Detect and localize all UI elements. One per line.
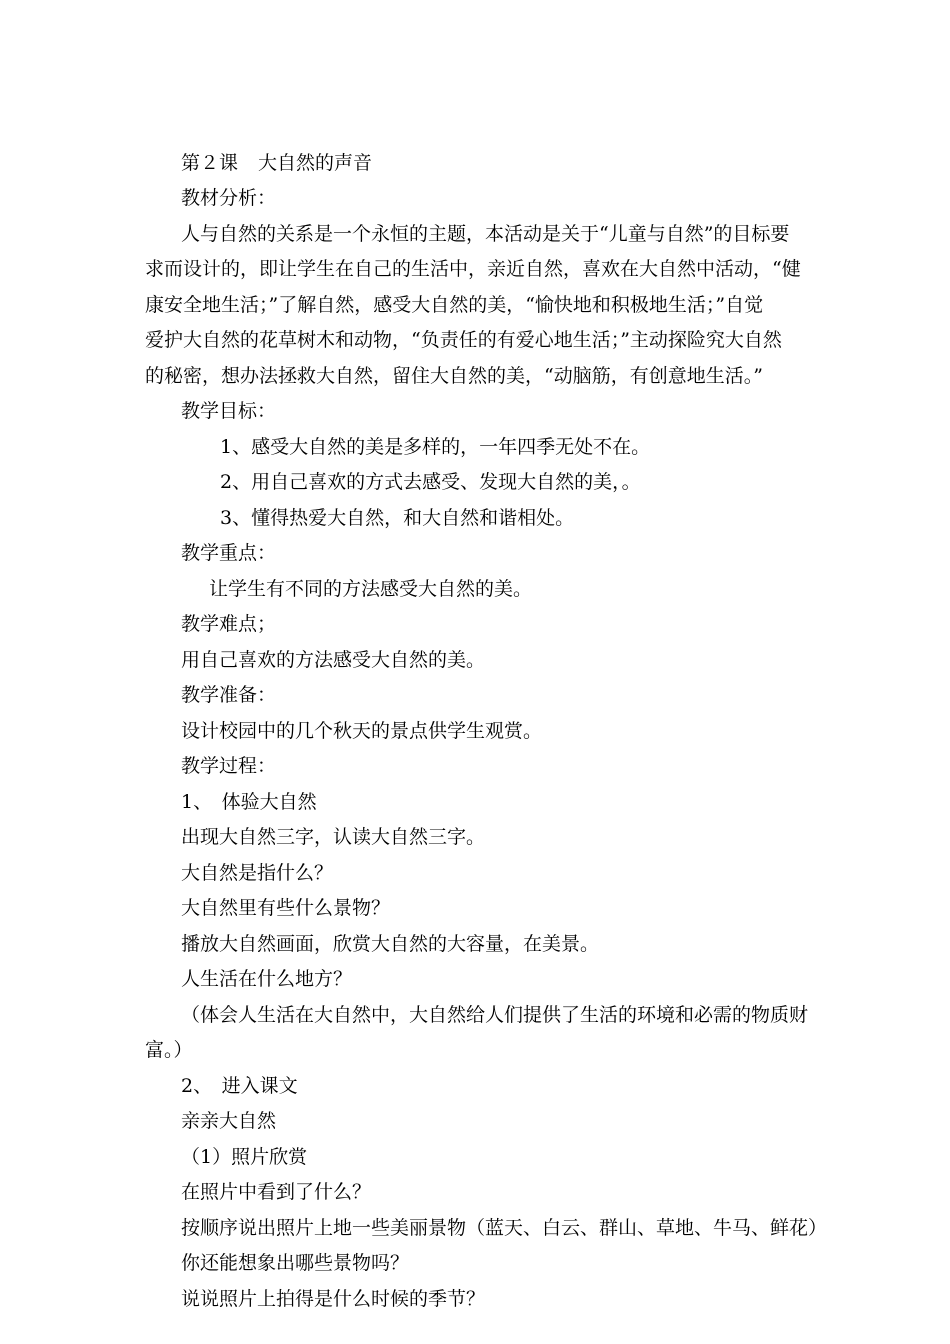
analysis-line: 人与自然的关系是一个永恒的主题，本活动是关于“儿童与自然”的目标要 [181,223,790,245]
step1-line: 大自然是指什么？ [181,862,334,884]
prep-text: 设计校园中的几个秋天的景点供学生观赏。 [181,720,543,742]
step2-line: 亲亲大自然 [181,1110,277,1132]
process-heading: 教学过程： [181,755,277,777]
goal-item: 3、懂得热爱大自然，和大自然和谐相处。 [220,507,575,529]
goal-item: 1、感受大自然的美是多样的，一年四季无处不在。 [220,436,651,458]
step2-line: 你还能想象出哪些景物吗？ [181,1252,410,1274]
step1-line: 出现大自然三字，认读大自然三字。 [181,826,486,848]
key-text: 让学生有不同的方法感受大自然的美。 [209,578,533,600]
step2-line: 按顺序说出照片上地一些美丽景物（蓝天、白云、群山、草地、牛马、鲜花） [181,1217,828,1239]
step1-note-line: 富。） [145,1039,193,1061]
difficulty-text: 用自己喜欢的方法感受大自然的美。 [181,649,486,671]
lesson-number: 第２课 [181,152,239,174]
lesson-title-line [181,150,372,176]
analysis-line: 康安全地生活；”了解自然，感受大自然的美，“愉快地和积极地生活；”自觉 [145,294,764,316]
analysis-line: 求而设计的，即让学生在自己的生活中，亲近自然，喜欢在大自然中活动，“健 [145,258,801,280]
step1-line: 大自然里有些什么景物？ [181,897,391,919]
step2-line: （1）照片欣赏 [181,1146,308,1168]
goals-heading: 教学目标： [181,400,277,422]
analysis-line: 爱护大自然的花草树木和动物，“负责任的有爱心地生活；”主动探险究大自然 [145,329,782,351]
step1-line: 人生活在什么地方？ [181,968,353,990]
key-heading: 教学重点： [181,542,277,564]
analysis-heading: 教材分析： [181,187,277,209]
step2-line: 说说照片上拍得是什么时候的季节？ [181,1288,486,1310]
step1-note-line: （体会人生活在大自然中，大自然给人们提供了生活的环境和必需的物质财 [181,1004,809,1026]
step2-line: 在照片中看到了什么？ [181,1181,372,1203]
step2-title: 2、 进入课文 [181,1075,298,1097]
step1-line: 播放大自然画面，欣赏大自然的大容量，在美景。 [181,933,600,955]
analysis-line: 的秘密，想办法拯救大自然，留住大自然的美，“动脑筋，有创意地生活。” [145,365,763,387]
difficulty-heading: 教学难点； [181,613,277,635]
goal-item: 2、用自己喜欢的方式去感受、发现大自然的美，。 [220,471,641,493]
step1-title: 1、 体验大自然 [181,791,317,813]
prep-heading: 教学准备： [181,684,277,706]
lesson-title: 大自然的声音 [258,152,373,174]
